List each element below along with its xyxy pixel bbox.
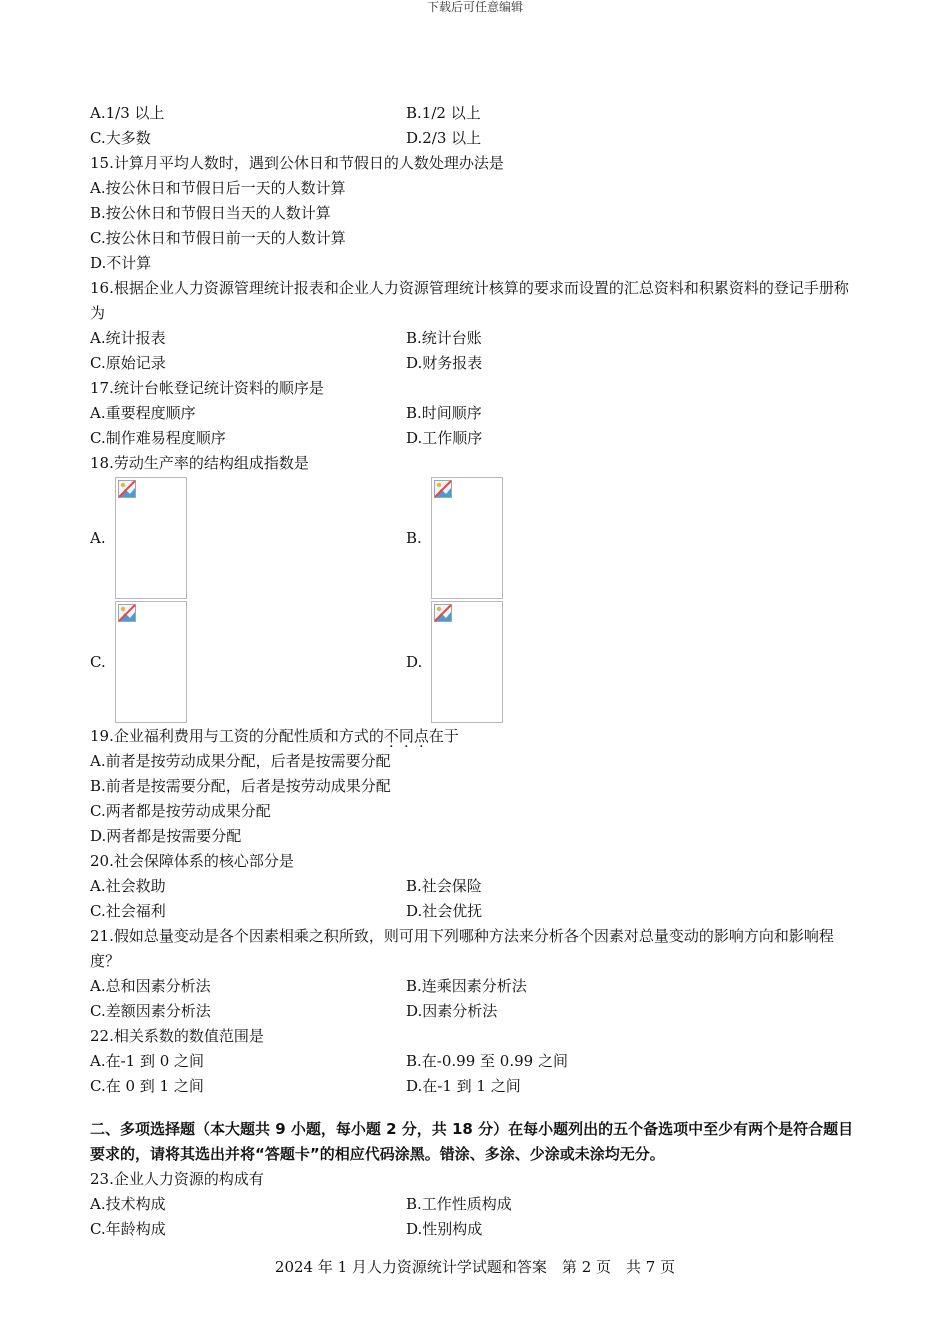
q16-option-d: D.财务报表 xyxy=(406,354,483,372)
q14-options-row1 xyxy=(90,101,862,126)
q19-option-d: D.两者都是按需要分配 xyxy=(90,827,242,845)
q21-options-row1 xyxy=(90,974,862,999)
q18-option-d-image xyxy=(431,601,503,723)
q19-option-c: C.两者都是按劳动成果分配 xyxy=(90,802,271,820)
q16-options-row2 xyxy=(90,351,862,376)
q23-options-row2 xyxy=(90,1217,862,1242)
q23-stem: 23.企业人力资源的构成有 xyxy=(90,1170,264,1188)
q22-option-d: D.在-1 到 1 之间 xyxy=(406,1077,521,1095)
broken-image-icon xyxy=(434,480,452,498)
q14-option-b: B.1/2 以上 xyxy=(406,104,481,122)
q15-option-c: C.按公休日和节假日前一天的人数计算 xyxy=(90,229,346,247)
q23-options-row1 xyxy=(90,1192,862,1217)
q17-option-b: B.时间顺序 xyxy=(406,404,482,422)
q23-option-a: A.技术构成 xyxy=(90,1195,166,1213)
q16-option-a: A.统计报表 xyxy=(90,329,166,347)
q18-option-c xyxy=(90,600,406,724)
q18-option-c-label: C. xyxy=(90,652,106,671)
q22-option-a: A.在-1 到 0 之间 xyxy=(90,1052,205,1070)
q19-emphasis-1: 不 xyxy=(383,727,399,745)
exam-content xyxy=(90,101,862,1242)
q17-option-a: A.重要程度顺序 xyxy=(90,404,196,422)
broken-image-icon xyxy=(118,480,136,498)
q15-option-d: D.不计算 xyxy=(90,254,152,272)
page-footer: 2024 年 1 月人力资源统计学试题和答案 第 2 页 共 7 页 xyxy=(274,1258,676,1276)
q20-options-row2 xyxy=(90,899,862,924)
q19-option-a: A.前者是按劳动成果分配，后者是按需要分配 xyxy=(90,752,391,770)
q16-options-row1 xyxy=(90,326,862,351)
q17-stem: 17.统计台帐登记统计资料的顺序是 xyxy=(90,379,324,397)
q22-options-row2 xyxy=(90,1074,862,1099)
q19-emphasis-2: 同 xyxy=(398,727,414,745)
q21-option-b: B.连乘因素分析法 xyxy=(406,977,527,995)
q18-options-row1 xyxy=(90,476,862,600)
q14-options-row2 xyxy=(90,126,862,151)
q22-option-c: C.在 0 到 1 之间 xyxy=(90,1077,204,1095)
q22-options-row1 xyxy=(90,1049,862,1074)
q23-option-b: B.工作性质构成 xyxy=(406,1195,512,1213)
q15-option-b: B.按公休日和节假日当天的人数计算 xyxy=(90,204,331,222)
q15-stem: 15.计算月平均人数时，遇到公休日和节假日的人数处理办法是 xyxy=(90,154,504,172)
q19-stem-post: 在于 xyxy=(428,727,459,745)
broken-image-icon xyxy=(118,604,136,622)
q19-option-b: B.前者是按需要分配，后者是按劳动成果分配 xyxy=(90,777,391,795)
q17-option-c: C.制作难易程度顺序 xyxy=(90,429,226,447)
q15-option-a: A.按公休日和节假日后一天的人数计算 xyxy=(90,179,346,197)
q20-stem: 20.社会保障体系的核心部分是 xyxy=(90,852,294,870)
q19-stem xyxy=(90,724,862,749)
q18-option-d xyxy=(406,600,722,724)
q22-stem: 22.相关系数的数值范围是 xyxy=(90,1027,264,1045)
q21-option-a: A.总和因素分析法 xyxy=(90,977,211,995)
q14-option-c: C.大多数 xyxy=(90,129,151,147)
q18-option-a xyxy=(90,476,406,600)
q22-option-b: B.在-0.99 至 0.99 之间 xyxy=(406,1052,568,1070)
q19-emphasis-3: 点 xyxy=(413,727,429,745)
section-multiple-choice-heading: 二、多项选择题（本大题共 9 小题，每小题 2 分，共 18 分）在每小题列出的五个备选项中至少有两个是符合题目要求的，请将其选出并将“答题卡”的相应代码涂黑。错涂、多涂、少涂或未涂均无分。 xyxy=(90,1120,854,1163)
q21-stem: 21.假如总量变动是各个因素相乘之积所致，则可用下列哪种方法来分析各个因素对总量变动的影响方向和影响程度？ xyxy=(90,927,834,970)
q20-option-a: A.社会救助 xyxy=(90,877,166,895)
q16-stem: 16.根据企业人力资源管理统计报表和企业人力资源管理统计核算的要求而设置的汇总资料和积累资料的登记手册称为 xyxy=(90,279,849,322)
q18-option-d-label: D. xyxy=(406,652,423,671)
q20-option-c: C.社会福利 xyxy=(90,902,166,920)
q21-option-d: D.因素分析法 xyxy=(406,1002,498,1020)
q18-option-a-image xyxy=(115,477,187,599)
q17-options-row1 xyxy=(90,401,862,426)
q16-option-c: C.原始记录 xyxy=(90,354,166,372)
q20-options-row1 xyxy=(90,874,862,899)
page-header: 下载后可任意编辑 xyxy=(426,0,523,14)
q20-option-b: B.社会保险 xyxy=(406,877,482,895)
q18-option-b-image xyxy=(431,477,503,599)
q17-options-row2 xyxy=(90,426,862,451)
q20-option-d: D.社会优抚 xyxy=(406,902,483,920)
q18-options-row2 xyxy=(90,600,862,724)
broken-image-icon xyxy=(434,604,452,622)
q18-option-b-label: B. xyxy=(406,528,422,547)
q18-option-b xyxy=(406,476,722,600)
q21-options-row2 xyxy=(90,999,862,1024)
q14-option-d: D.2/3 以上 xyxy=(406,129,482,147)
q18-stem: 18.劳动生产率的结构组成指数是 xyxy=(90,454,309,472)
q17-option-d: D.工作顺序 xyxy=(406,429,483,447)
q23-option-d: D.性别构成 xyxy=(406,1220,483,1238)
q19-stem-pre: 19.企业福利费用与工资的分配性质和方式的 xyxy=(90,727,384,745)
q14-option-a: A.1/3 以上 xyxy=(90,104,165,122)
q18-option-c-image xyxy=(115,601,187,723)
q23-option-c: C.年龄构成 xyxy=(90,1220,166,1238)
q18-option-a-label: A. xyxy=(90,528,106,547)
q21-option-c: C.差额因素分析法 xyxy=(90,1002,211,1020)
q16-option-b: B.统计台账 xyxy=(406,329,482,347)
